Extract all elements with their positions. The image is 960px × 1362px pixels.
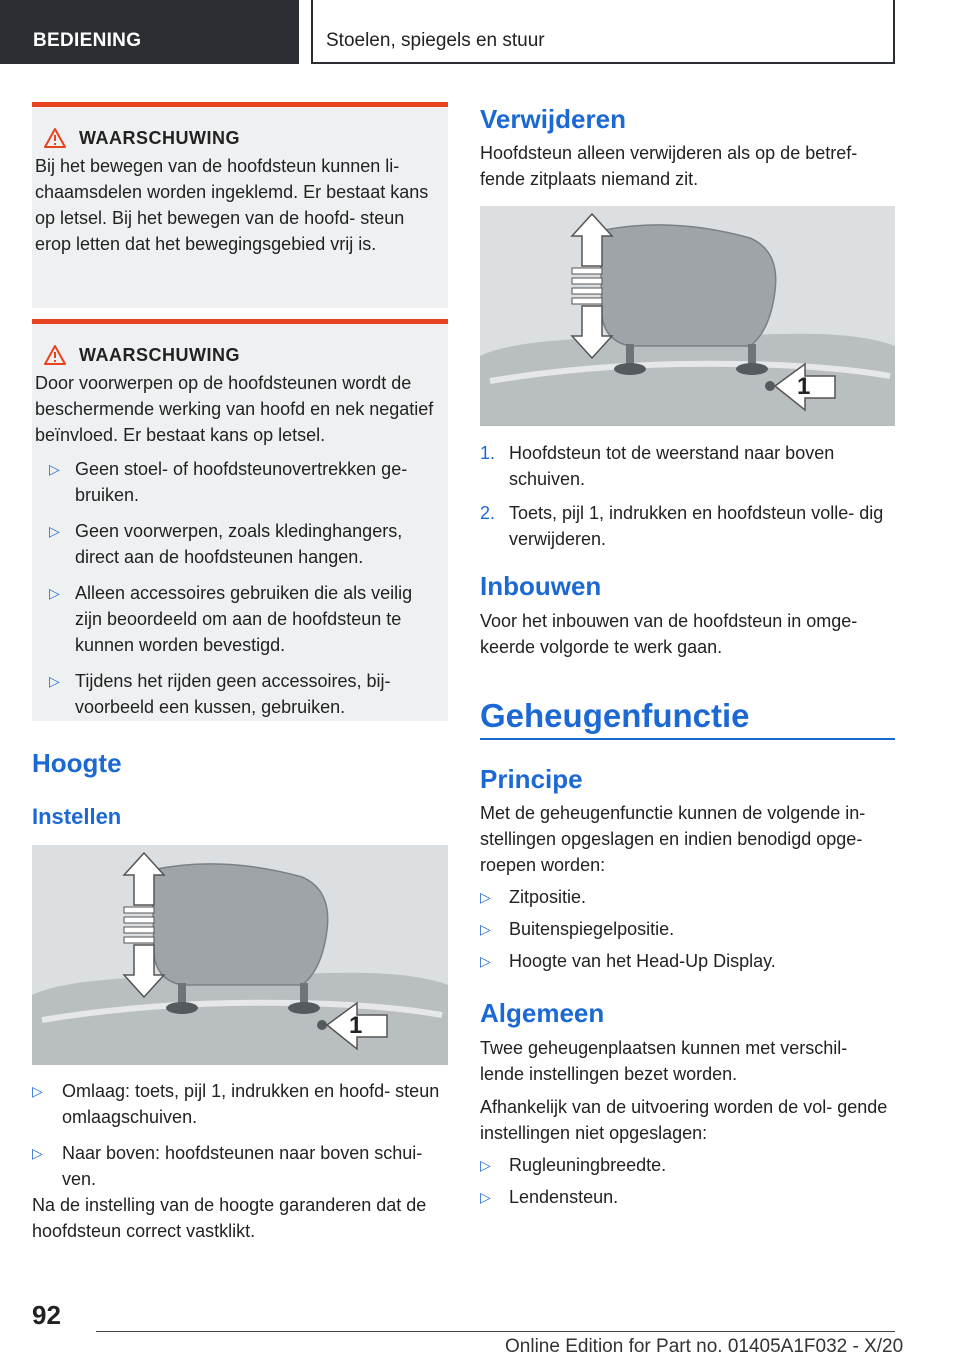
list-item: ▷ Zitpositie.: [480, 887, 587, 907]
warning-icon: [35, 344, 75, 366]
algemeen-bullet-list: [480, 1152, 895, 1216]
list-item: ▷ Lendensteun.: [480, 1187, 619, 1207]
list-item: ▷ Tijdens het rijden geen accessoires, bij- voorbeeld een kussen, gebruiken.: [49, 671, 391, 717]
heading-algemeen: Algemeen: [480, 998, 605, 1028]
list-item: ▷ Buitenspiegelpositie.: [480, 919, 675, 939]
principe-bullet-list: [480, 884, 895, 980]
list-item: ▷ Omlaag: toets, pijl 1, indrukken en hoofd- steun omlaagschuiven.: [32, 1081, 440, 1127]
algemeen-paragraph-1: Twee geheugenplaatsen kunnen met verschil- lende instellingen bezet worden.: [480, 1038, 848, 1084]
verwijderen-paragraph: Hoofdsteun alleen verwijderen als op de betref- fende zitplaats niemand zit.: [480, 143, 858, 189]
edition-footer: Online Edition for Part no. 01405A1F032 - X/20: [505, 1336, 904, 1357]
section-tab: BEDIENING: [0, 0, 299, 64]
instellen-bullet-list: [32, 1078, 448, 1202]
triangle-bullet-icon: ▷: [480, 889, 491, 905]
triangle-bullet-icon: ▷: [32, 1145, 43, 1161]
triangle-bullet-icon: ▷: [49, 461, 60, 477]
list-item: ▷ Alleen accessoires gebruiken die als veilig zijn beoordeeld om aan de hoofdsteun te kunnen worden bevestigd.: [49, 583, 413, 655]
warning-title: WAARSCHUWING: [79, 127, 240, 148]
triangle-bullet-icon: ▷: [480, 953, 491, 969]
warning-title: WAARSCHUWING: [79, 344, 240, 365]
callout-label: 1: [797, 373, 811, 400]
headrest-removal-diagram: [480, 206, 895, 426]
inbouwen-paragraph: Voor het inbouwen van de hoofdsteun in omge- keerde volgorde te werk gaan.: [480, 611, 858, 657]
footer-divider: [96, 1331, 895, 1332]
warning-bullet-list: [35, 456, 436, 720]
headrest-height-diagram: [32, 845, 448, 1065]
callout-label: 1: [349, 1012, 363, 1039]
step-item: 2. Toets, pijl 1, indrukken en hoofdsteun volle- dig verwijderen.: [480, 503, 884, 549]
heading-hoogte: Hoogte: [32, 748, 122, 778]
closing-paragraph: Na de instelling van de hoogte garanderen dat de hoofdsteun correct vastklikt.: [32, 1195, 427, 1241]
headrest-removal-illustration: [480, 206, 895, 426]
triangle-bullet-icon: ▷: [49, 523, 60, 539]
triangle-bullet-icon: ▷: [49, 673, 60, 689]
algemeen-paragraph-2: Afhankelijk van de uitvoering worden de vol- gende instellingen niet opgeslagen:: [480, 1097, 888, 1143]
list-item: ▷ Geen stoel- of hoofdsteunovertrekken ge- bruiken.: [49, 459, 408, 505]
headrest-illustration: [32, 845, 448, 1065]
list-item: ▷ Naar boven: hoofdsteunen naar boven schui- ven.: [32, 1143, 423, 1189]
triangle-bullet-icon: ▷: [480, 1157, 491, 1173]
heading-underline: [480, 738, 895, 740]
heading-inbouwen: Inbouwen: [480, 571, 602, 601]
warning-box-1: [32, 102, 448, 308]
list-item: ▷ Hoogte van het Head-Up Display.: [480, 951, 776, 971]
list-item: ▷ Rugleuningbreedte.: [480, 1155, 667, 1175]
principe-paragraph: Met de geheugenfunctie kunnen de volgende in- stellingen opgeslagen en indien benodigd opge- roepen worden:: [480, 803, 866, 875]
chapter-title: Stoelen, spiegels en stuur: [311, 0, 895, 64]
heading-principe: Principe: [480, 764, 583, 794]
heading-geheugenfunctie: Geheugenfunctie: [480, 697, 750, 734]
triangle-bullet-icon: ▷: [480, 921, 491, 937]
warning-text: Bij het bewegen van de hoofdsteun kunnen li- chaamsdelen worden ingeklemd. Er bestaat kans op letsel. Bij het bewegen van de hoofd- steun erop letten dat het bewegingsgebied vrij is.: [35, 156, 429, 254]
list-item: ▷ Geen voorwerpen, zoals kledinghangers, direct aan de hoofdsteunen hangen.: [49, 521, 403, 567]
step-item: 1. Hoofdsteun tot de weerstand naar boven schuiven.: [480, 443, 835, 489]
heading-verwijderen: Verwijderen: [480, 104, 626, 134]
heading-instellen: Instellen: [32, 804, 122, 829]
page-number: 92: [32, 1300, 61, 1330]
warning-text: Door voorwerpen op de hoofdsteunen wordt de beschermende werking van hoofd en nek negatief beïnvloed. Er bestaat kans op letsel.: [35, 373, 434, 445]
triangle-bullet-icon: ▷: [32, 1083, 43, 1099]
removal-steps: [480, 440, 895, 560]
triangle-bullet-icon: ▷: [49, 585, 60, 601]
warning-box-2: [32, 319, 448, 721]
warning-icon: [35, 127, 75, 149]
triangle-bullet-icon: ▷: [480, 1189, 491, 1205]
